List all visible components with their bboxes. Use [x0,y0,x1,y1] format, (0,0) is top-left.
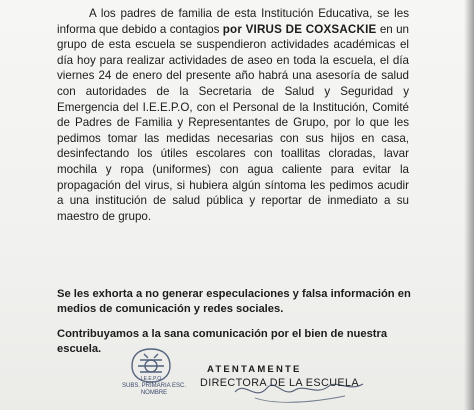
closing-atentamente: ATENTAMENTE [207,364,302,375]
seal-caption: SUBS. PRIMARIA ESC. NOMBRE [121,383,187,396]
virus-name: por VIRUS DE COXSACKIE [222,22,377,36]
closing-role: DIRECTORA DE LA ESCUELA [200,377,360,389]
page-edge-shadow [464,0,474,410]
notice-body [57,6,409,224]
seal-org-label: I.E.E.P.O [140,376,162,382]
notice-intro: A los padres de familia de esta Institución Educativa, se les informa que debido a contagios [57,7,409,36]
notice-main-text: en un grupo de esta escuela se suspendieron actividades académicas el día hoy para realizar actividades de aseo en toda la escuela, el día viernes 24 de enero del presente año habrá una asesoría de salud con autoridades de la Secretaria de Salud y Seguridad y Emergencia del I.E.E.P.O, con el Personal de la Institución, Comité de Padres de Familia y Representantes de Grupo, por lo que les pedimos tomar las medidas necesarias con sus hijos en casa, desinfectando los útiles escolares con toallitas cloradas, lavar mochila y ropa (uniformes) con agua caliente para evitar la propagación del virus, si hubiera algún síntoma les pedimos acudir a una institución de salud pública y reportar de inmediato a su maestro de grupo. [57,22,409,223]
exhort-paragraph: Se les exhorta a no generar especulaciones y falsa información en medios de comunicación y redes sociales. [57,288,411,316]
contribute-paragraph: Contribuyamos a la sana comunicación por el bien de nuestra escuela. [57,328,388,356]
handwritten-signature [225,374,375,408]
